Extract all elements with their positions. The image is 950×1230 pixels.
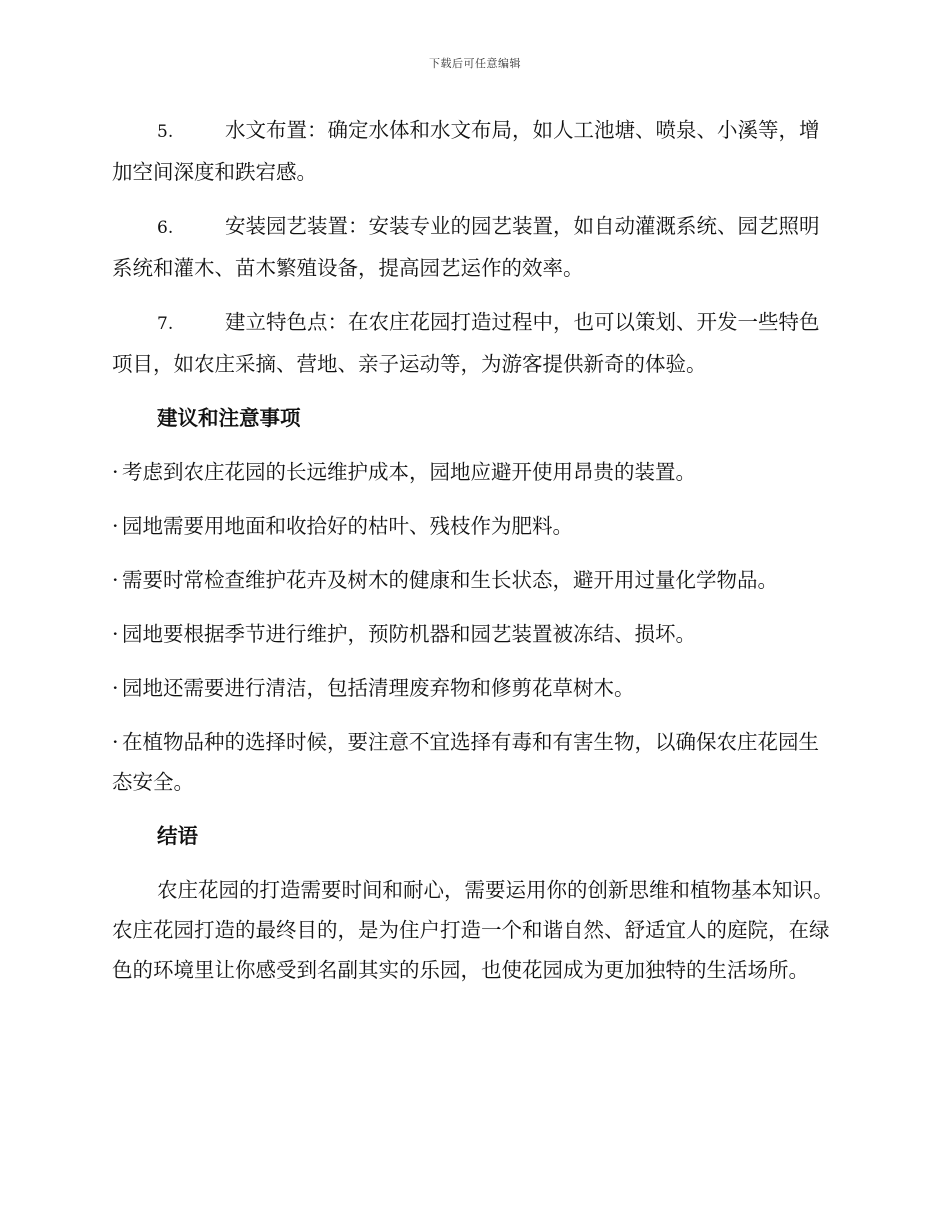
bullet-dot: · — [112, 622, 119, 646]
numbered-item-6 — [112, 206, 834, 288]
item-number: 6. — [157, 218, 174, 238]
bullet-dot: · — [112, 514, 119, 538]
item-number: 7. — [157, 314, 174, 334]
page-header-note: 下载后可任意编辑 — [429, 57, 521, 70]
bullet-text: 园地还需要进行清洁，包括清理废弃物和修剪花草树木。 — [122, 676, 635, 700]
conclusion-heading: 结语 — [157, 824, 198, 848]
conclusion-paragraph: 农庄花园的打造需要时间和耐心，需要运用你的创新思维和植物基本知识。农庄花园打造的最终目的，是为住户打造一个和谐自然、舒适宜人的庭院，在绿色的环境里让你感受到名副其实的乐园，也使花园成为更加独特的生活场所。 — [112, 878, 834, 982]
bullet-dot: · — [112, 730, 119, 754]
numbered-item-7 — [112, 302, 834, 384]
bullet-text: 考虑到农庄花园的长远维护成本，园地应避开使用昂贵的装置。 — [122, 460, 696, 484]
bullet-item — [112, 668, 834, 708]
bullet-text: 园地需要用地面和收拾好的枯叶、残枝作为肥料。 — [122, 514, 573, 538]
item-text: 建立特色点：在农庄花园打造过程中，也可以策划、开发一些特色项目，如农庄采摘、营地、亲子运动等，为游客提供新奇的体验。 — [112, 310, 820, 376]
advice-heading: 建议和注意事项 — [157, 406, 301, 430]
bullet-dot: · — [112, 568, 119, 592]
item-text: 安装园艺装置：安装专业的园艺装置，如自动灌溉系统、园艺照明系统和灌木、苗木繁殖设备，提高园艺运作的效率。 — [112, 214, 820, 280]
page-content — [112, 110, 834, 990]
item-text: 水文布置：确定水体和水文布局，如人工池塘、喷泉、小溪等，增加空间深度和跌宕感。 — [112, 118, 820, 184]
bullet-item — [112, 560, 834, 600]
bullet-dot: · — [112, 676, 119, 700]
bullet-text: 在植物品种的选择时候，要注意不宜选择有毒和有害生物，以确保农庄花园生态安全。 — [112, 730, 819, 794]
bullet-item — [112, 506, 834, 546]
bullet-item — [112, 614, 834, 654]
bullet-dot: · — [112, 460, 119, 484]
item-number: 5. — [157, 122, 174, 142]
bullet-item — [112, 452, 834, 492]
bullet-text: 园地要根据季节进行维护，预防机器和园艺装置被冻结、损坏。 — [122, 622, 696, 646]
bullet-text: 需要时常检查维护花卉及树木的健康和生长状态，避开用过量化学物品。 — [122, 568, 778, 592]
numbered-item-5 — [112, 110, 834, 192]
bullet-item — [112, 722, 834, 802]
